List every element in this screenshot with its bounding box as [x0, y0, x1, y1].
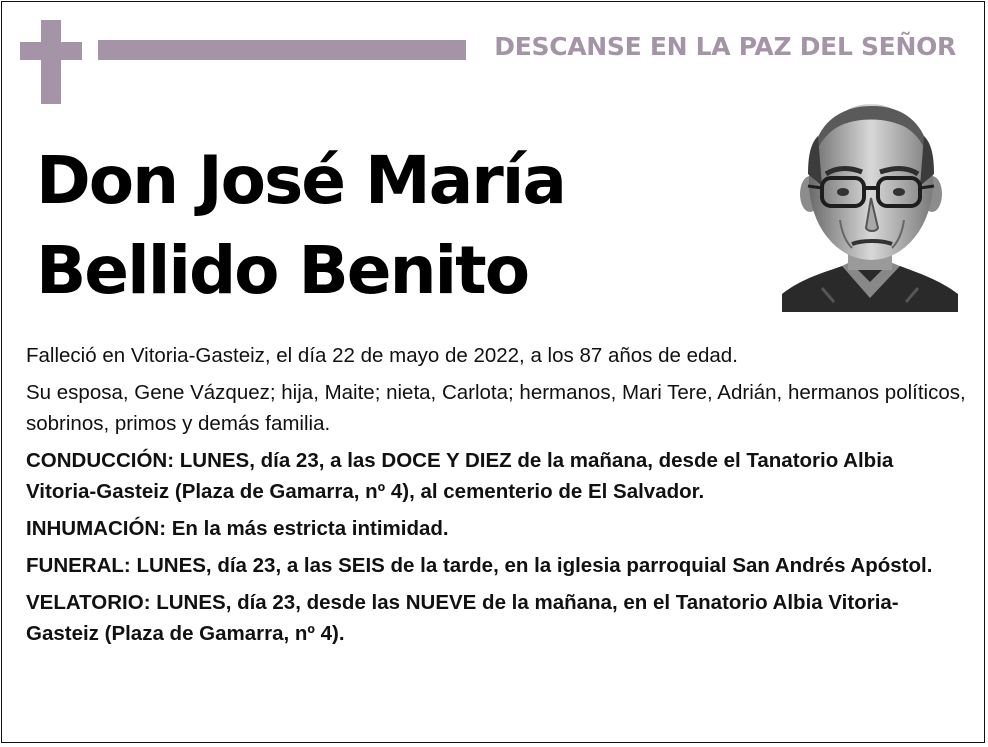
- deceased-name: [36, 136, 565, 316]
- obituary-card: [1, 1, 985, 743]
- name-line-1: Don José María: [36, 142, 565, 219]
- portrait-photo: [782, 102, 958, 312]
- cross-icon: [20, 20, 82, 104]
- header-divider-bar: [98, 40, 466, 60]
- death-notice: Falleció en Vitoria-Gasteiz, el día 22 de mayo de 2022, a los 87 años de edad.: [26, 344, 738, 367]
- inhumacion-notice: INHUMACIÓN: En la más estricta intimidad.: [26, 517, 449, 540]
- family-notice: Su esposa, Gene Vázquez; hija, Maite; nieta, Carlota; hermanos, Mari Tere, Adrián, hermanos políticos, sobrinos, primos y demás familia.: [26, 381, 966, 435]
- name-line-2: Bellido Benito: [36, 232, 529, 309]
- obituary-body: [26, 340, 966, 655]
- velatorio-notice: VELATORIO: LUNES, día 23, desde las NUEVE de la mañana, en el Tanatorio Albia Vitoria-Gasteiz (Plaza de Gamarra, nº 4).: [26, 591, 899, 645]
- header-title: DESCANSE EN LA PAZ DEL SEÑOR: [494, 32, 956, 61]
- conduccion-notice: CONDUCCIÓN: LUNES, día 23, a las DOCE Y DIEZ de la mañana, desde el Tanatorio Albia Vitoria-Gasteiz (Plaza de Gamarra, nº 4), al cementerio de El Salvador.: [26, 449, 894, 503]
- funeral-notice: FUNERAL: LUNES, día 23, a las SEIS de la tarde, en la iglesia parroquial San Andrés Apóstol.: [26, 554, 933, 577]
